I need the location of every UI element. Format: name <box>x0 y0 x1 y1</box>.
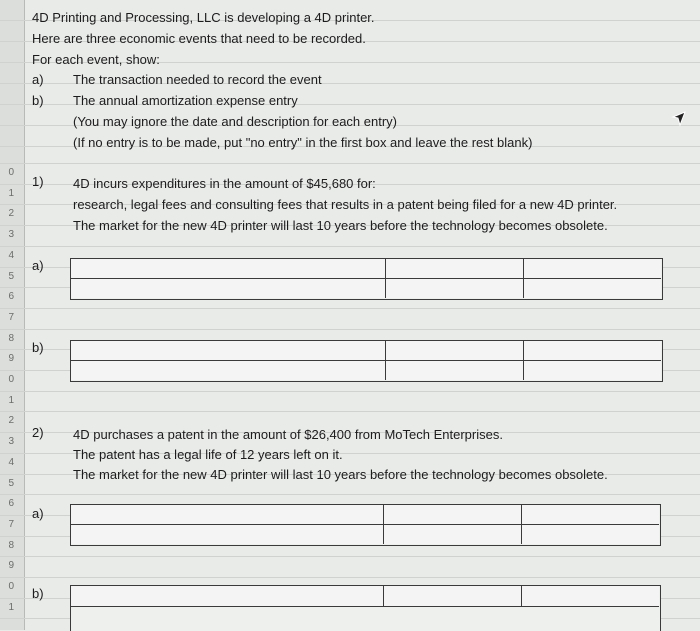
row-gridline <box>0 246 700 247</box>
row-gridline <box>0 411 700 412</box>
intro-line-1: 4D Printing and Processing, LLC is developing a 4D printer. <box>32 10 375 25</box>
event2-b-label: b) <box>32 586 44 601</box>
event1-line-3: The market for the new 4D printer will last 10 years before the technology becomes obsolete. <box>73 218 608 233</box>
event1-b-journal-entry-box <box>70 340 663 382</box>
event2-line-2: The patent has a legal life of 12 years left on it. <box>73 447 343 462</box>
row-gridline <box>0 391 700 392</box>
row-number: 0 <box>8 581 14 592</box>
event1-a-label: a) <box>32 258 44 273</box>
row-gridline <box>0 577 700 578</box>
row-number: 2 <box>8 415 14 426</box>
event2-b-credit-cell-1[interactable] <box>522 586 659 607</box>
event2-line-1: 4D purchases a patent in the amount of $26,400 from MoTech Enterprises. <box>73 427 503 442</box>
event2-b-account-cell-1[interactable] <box>71 586 384 607</box>
event2-b-journal-entry-box <box>70 585 661 631</box>
event1-line-1: 4D incurs expenditures in the amount of $45,680 for: <box>73 176 376 191</box>
row-number: 1 <box>8 602 14 613</box>
event1-a-account-cell-2[interactable] <box>71 279 386 298</box>
event1-a-credit-cell-2[interactable] <box>524 279 661 298</box>
event1-b-debit-cell-1[interactable] <box>386 341 524 361</box>
intro-a-text: The transaction needed to record the event <box>73 72 322 87</box>
row-number: 6 <box>8 291 14 302</box>
row-number: 3 <box>8 229 14 240</box>
row-number: 9 <box>8 353 14 364</box>
event1-a-account-cell-1[interactable] <box>71 259 386 279</box>
intro-line-2: Here are three economic events that need to be recorded. <box>32 31 366 46</box>
intro-line-3: For each event, show: <box>32 52 160 67</box>
row-number: 5 <box>8 271 14 282</box>
event2-a-debit-cell-1[interactable] <box>384 505 522 525</box>
intro-note-2: (If no entry is to be made, put "no entry" in the first box and leave the rest blank) <box>73 135 533 150</box>
row-number: 7 <box>8 312 14 323</box>
row-number: 1 <box>8 395 14 406</box>
row-number: 0 <box>8 374 14 385</box>
intro-a-label: a) <box>32 72 44 87</box>
row-gridline <box>0 308 700 309</box>
mouse-pointer-icon <box>671 108 687 128</box>
event1-b-account-cell-1[interactable] <box>71 341 386 361</box>
event2-label: 2) <box>32 425 44 440</box>
intro-b-text: The annual amortization expense entry <box>73 93 298 108</box>
row-number: 6 <box>8 498 14 509</box>
event2-line-3: The market for the new 4D printer will last 10 years before the technology becomes obsolete. <box>73 467 608 482</box>
event1-a-journal-entry-box <box>70 258 663 300</box>
event2-a-journal-entry-box <box>70 504 661 546</box>
row-gridline <box>0 556 700 557</box>
event2-a-account-cell-1[interactable] <box>71 505 384 525</box>
event2-a-credit-cell-1[interactable] <box>522 505 659 525</box>
row-number: 9 <box>8 560 14 571</box>
event2-a-account-cell-2[interactable] <box>71 525 384 544</box>
event1-a-debit-cell-2[interactable] <box>386 279 524 298</box>
event1-a-debit-cell-1[interactable] <box>386 259 524 279</box>
event1-b-label: b) <box>32 340 44 355</box>
row-number: 8 <box>8 540 14 551</box>
event2-a-credit-cell-2[interactable] <box>522 525 659 544</box>
row-gridline <box>0 494 700 495</box>
row-number: 2 <box>8 208 14 219</box>
row-number: 1 <box>8 188 14 199</box>
row-number: 4 <box>8 250 14 261</box>
event1-label: 1) <box>32 174 44 189</box>
event1-a-credit-cell-1[interactable] <box>524 259 661 279</box>
intro-b-label: b) <box>32 93 44 108</box>
event1-b-credit-cell-2[interactable] <box>524 361 661 380</box>
row-number: 3 <box>8 436 14 447</box>
event1-b-credit-cell-1[interactable] <box>524 341 661 361</box>
event2-a-debit-cell-2[interactable] <box>384 525 522 544</box>
event2-b-debit-cell-1[interactable] <box>384 586 522 607</box>
row-number: 5 <box>8 478 14 489</box>
event1-line-2: research, legal fees and consulting fees that results in a patent being filed for a new 4D printer. <box>73 197 618 212</box>
row-number: 4 <box>8 457 14 468</box>
row-number: 7 <box>8 519 14 530</box>
event2-a-label: a) <box>32 506 44 521</box>
event1-b-debit-cell-2[interactable] <box>386 361 524 380</box>
intro-note-1: (You may ignore the date and description for each entry) <box>73 114 397 129</box>
row-gridline <box>0 329 700 330</box>
event1-b-account-cell-2[interactable] <box>71 361 386 380</box>
row-gridline <box>0 163 700 164</box>
row-number: 8 <box>8 333 14 344</box>
row-number: 0 <box>8 167 14 178</box>
